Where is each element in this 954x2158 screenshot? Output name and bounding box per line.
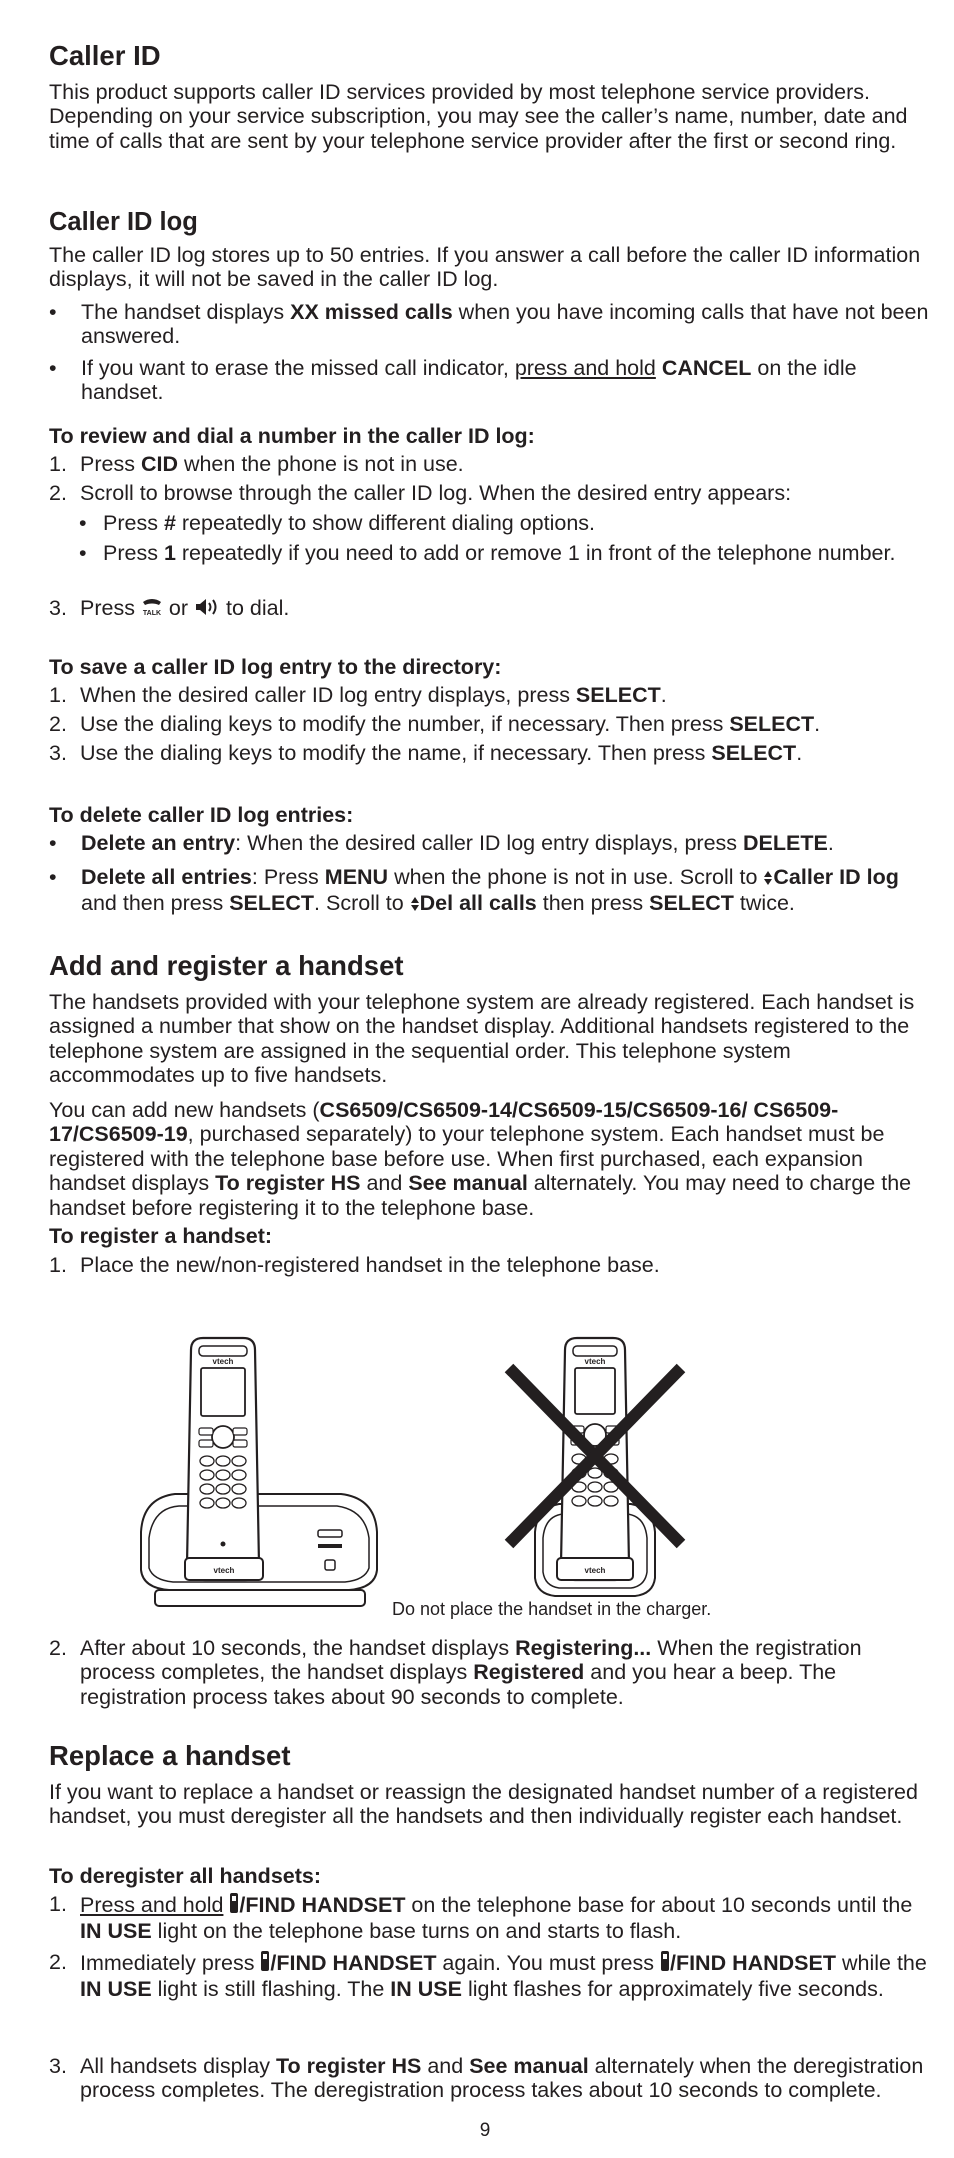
handset-in-charger-illustration xyxy=(495,1332,695,1610)
svg-text:vtech: vtech xyxy=(584,1357,606,1366)
svg-text:TALK: TALK xyxy=(142,610,162,617)
bullet-marker: • xyxy=(49,356,57,380)
bullet-marker: • xyxy=(49,300,57,324)
bullet-marker: • xyxy=(49,865,57,889)
caller-id-log-intro: The caller ID log stores up to 50 entries. If you answer a call before the caller ID information displays, it will not be saved in the caller ID log. xyxy=(49,243,921,292)
review-heading: To review and dial a number in the caller ID log: xyxy=(49,424,535,448)
handset-icon xyxy=(260,1950,270,1977)
add-register-para-1: The handsets provided with your telephone system are already registered. Each handset is assigned a number that show on the handset display. Additional handsets registered to the telephone system are assigned in the sequential order. This telephone system accommodates up to five handsets. xyxy=(49,990,915,1088)
handset-icon xyxy=(660,1950,670,1977)
register-heading: To register a handset: xyxy=(49,1224,273,1248)
svg-text:vtech: vtech xyxy=(212,1357,234,1366)
bullet-marker: • xyxy=(79,541,87,565)
save-heading: To save a caller ID log entry to the directory: xyxy=(49,655,502,679)
add-register-para-2: You can add new handsets (CS6509/CS6509-14/CS6509-15/CS6509-16/ CS6509-17/CS6509-19, purchased separately) to your telephone system. Each handset must be registered with the telephone base before use. When first purchased, each expansion handset displays To register HS and See manual alternately. You may need to charge the handset before registering it to the telephone base. xyxy=(49,1098,912,1220)
talk-key-icon xyxy=(141,597,163,622)
illustration-caption: Do not place the handset in the charger. xyxy=(392,1599,712,1619)
delete-heading: To delete caller ID log entries: xyxy=(49,803,354,827)
page-number: 9 xyxy=(479,2120,491,2141)
add-register-heading: Add and register a handset xyxy=(49,950,404,981)
handset-icon xyxy=(229,1892,239,1919)
replace-intro: If you want to replace a handset or reassign the designated handset number of a registered handset, you must deregister all the handsets and then individually register each handset. xyxy=(49,1780,918,1829)
bullet-marker: • xyxy=(49,831,57,855)
replace-heading: Replace a handset xyxy=(49,1740,291,1771)
deregister-heading: To deregister all handsets: xyxy=(49,1864,322,1888)
scroll-up-down-icon xyxy=(410,893,420,917)
bullet-marker: • xyxy=(79,511,87,535)
handset-in-base-illustration xyxy=(135,1332,387,1610)
svg-text:vtech: vtech xyxy=(584,1566,606,1575)
caller-id-intro: This product supports caller ID services provided by most telephone service providers. Depending on your service subscription, you may see the caller’s name, number, date and time of calls that are sent by your telephone service provider after the first or second ring. xyxy=(49,80,908,153)
caller-id-log-heading: Caller ID log xyxy=(49,208,198,236)
speaker-icon xyxy=(194,597,220,622)
scroll-up-down-icon xyxy=(763,867,773,891)
svg-text:vtech: vtech xyxy=(213,1566,235,1575)
caller-id-heading: Caller ID xyxy=(49,40,161,71)
